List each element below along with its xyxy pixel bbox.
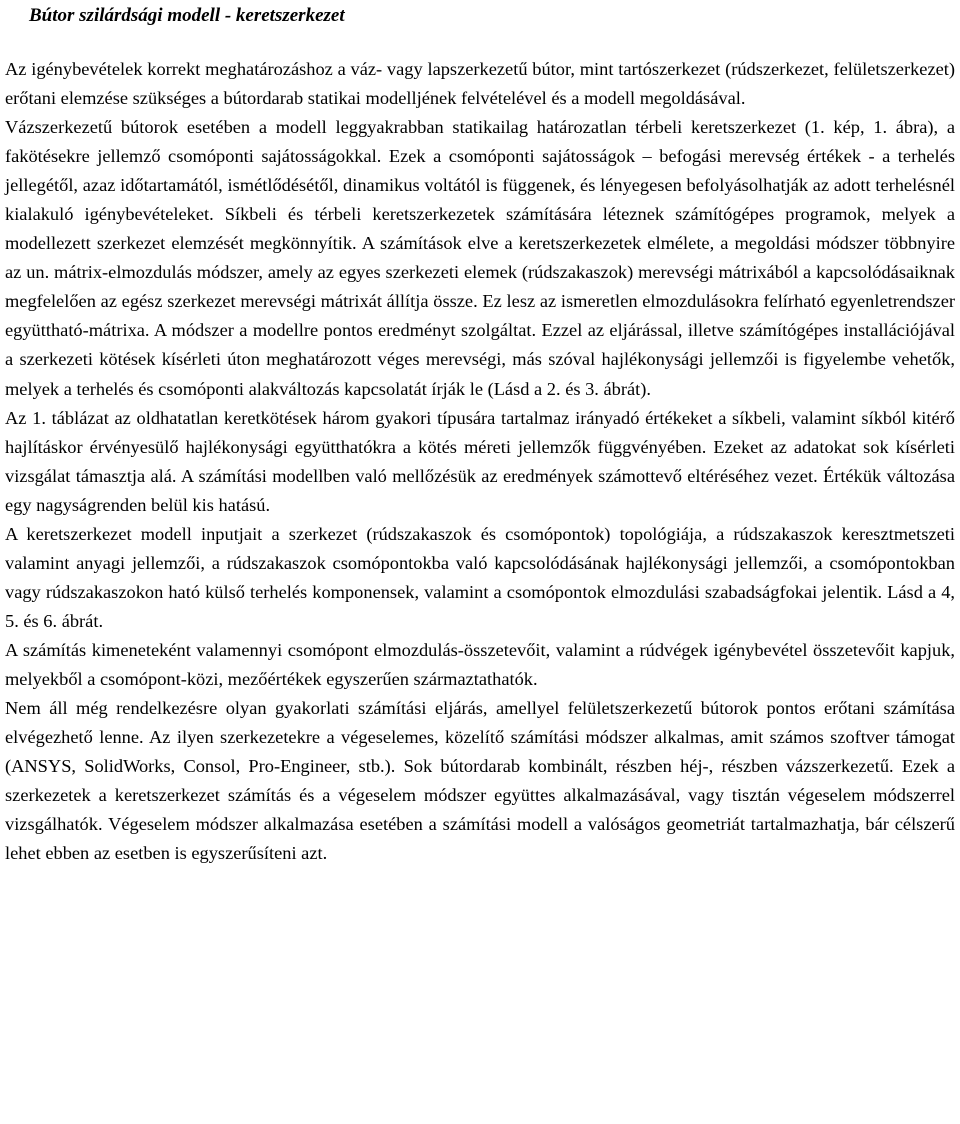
document-title: Bútor szilárdsági modell - keretszerkezet [29,5,345,26]
paragraph-model-inputs: A keretszerkezet modell inputjait a szerkezet (rúdszakaszok és csomópontok) topológiája, a rúdszakaszok keresztmetszeti valamint anyagi jellemzői, a rúdszakaszok csomópontokba való kapcsolódásának hajlékonysági jellemzői, a csomópontokban vagy rúdszakaszokon ható külső terhelés komponensek, valamint a csomópontok elmozdulási szabadságfokai jelentik. Lásd a 4, 5. és 6. ábrát. [5,523,955,631]
paragraph-model-outputs: A számítás kimeneteként valamennyi csomópont elmozdulás-összetevőit, valamint a rúdvégek igénybevétel összetevőit kapjuk, melyekből a csomópont-közi, mezőértékek egyszerűen származtathatók. [5,639,955,689]
document-page [5,0,955,868]
paragraph-table-1: Az 1. táblázat az oldhatatlan keretkötések három gyakori típusára tartalmaz irányadó értékeket a síkbeli, valamint síkból kitérő hajlításkor érvényesülő hajlékonysági együtthatókra a kötés méreti jellemzők függvényében. Ezeket az adatokat sok kísérleti vizsgálat támasztja alá. A számítási modellben való mellőzésük az eredmények számottevő eltéréséhez vezet. Értékük változása egy nagyságrenden belül kis hatású. [5,407,955,515]
paragraph-finite-element: Nem áll még rendelkezésre olyan gyakorlati számítási eljárás, amellyel felületszerkezetű bútorok pontos erőtani számítása elvégezhető lenne. Az ilyen szerkezetekre a végeselemes, közelítő számítási módszer alkalmas, amit számos szoftver támogat (ANSYS, SolidWorks, Consol, Pro-Engineer, stb.). Sok bútordarab kombinált, részben héj-, részben vázszerkezetű. Ezek a szerkezetek a keretszerkezet számítás és a végeselem módszer együttes alkalmazásával, vagy tisztán végeselem módszerrel vizsgálhatók. Végeselem módszer alkalmazása esetében a számítási modell a valóságos geometriát tartalmazhatja, bár célszerű lehet ebben az esetben is egyszerűsíteni azt. [5,698,955,864]
document-body [5,55,955,868]
paragraph-intro: Az igénybevételek korrekt meghatározáshoz a váz- vagy lapszerkezetű bútor, mint tartószerkezet (rúdszerkezet, felületszerkezet) erőtani elemzése szükséges a bútordarab statikai modelljének felvételével és a modell megoldásával. [5,59,955,109]
paragraph-frame-structures: Vázszerkezetű bútorok esetében a modell leggyakrabban statikailag határozatlan térbeli keretszerkezet (1. kép, 1. ábra), a fakötésekre jellemző csomóponti sajátosságokkal. Ezek a csomóponti sajátosságok – befogási merevség értékek - a terhelés jellegétől, azaz időtartamától, ismétlődésétől, dinamikus voltától is függenek, és lényegesen befolyásolhatják az adott terhelésnél kialakuló igénybevételeket. Síkbeli és térbeli keretszerkezetek számítására léteznek számítógépes programok, melyek a modellezett szerkezet elemzését megkönnyítik. A számítások elve a keretszerkezetek elmélete, a megoldási módszer többnyire az un. mátrix-elmozdulás módszer, amely az egyes szerkezeti elemek (rúdszakaszok) merevségi mátrixából a kapcsolódásaiknak megfelelően az egész szerkezet merevségi mátrixát állítja össze. Ez lesz az ismeretlen elmozdulásokra felírható egyenletrendszer együttható-mátrixa. A módszer a modellre pontos eredményt szolgáltat. Ezzel az eljárással, illetve számítógépes installációjával a szerkezeti kötések kísérleti úton meghatározott véges merevségi, más szóval hajlékonysági jellemzői is figyelembe vehetők, melyek a terhelés és csomóponti alakváltozás kapcsolatát írják le (Lásd a 2. és 3. ábrát). [5,117,955,399]
